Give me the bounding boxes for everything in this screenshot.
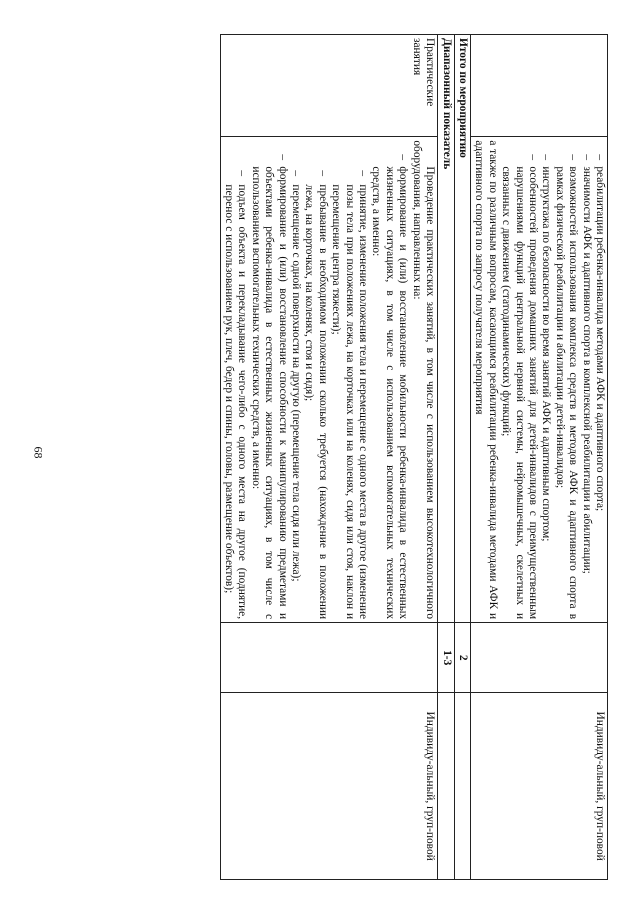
total-value: 2 — [454, 623, 470, 693]
cell-hours-empty — [220, 623, 438, 693]
cell-activity-practice: Практические занятия — [220, 35, 438, 137]
cell-empty — [454, 693, 470, 880]
cell-content-practice — [220, 137, 438, 623]
page-number: 68 — [31, 446, 46, 459]
table-row-consultation — [470, 35, 607, 880]
list-item: – перемещение с одной поверхности на другую (перемещение тела сидя или лежа); — [290, 170, 303, 582]
table-row-total — [454, 35, 470, 880]
cell-empty — [438, 693, 454, 880]
list-item: – формирование и (или) восстановление способности к манипулированию предметами и объектами ребенка-инвалида в естественных жизненных ситуациях, в том числе с использованием вспомогательных технических средств, а именно: — [249, 154, 289, 620]
total-label: Итого по мероприятию — [454, 35, 470, 623]
list-item: – инструктажа по безопасности во время занятий АФК и адаптивным спортом; — [540, 154, 553, 542]
list-item: – возможностей использования комплекса средств и методов АФК и адаптивного спорта в рамках физической реабилитации и абилитации детей-инвалидов; — [553, 154, 580, 620]
consultation-tail: а также по различным вопросам, касающимся реабилитации ребенка-инвалида методами АФК и адаптивного спорта по запросу получателя мероприятия — [473, 140, 499, 620]
list-item: – реабилитации ребенка-инвалида методами АФК и адаптивного спорта; — [594, 154, 606, 512]
table-row-practice — [220, 35, 438, 880]
program-table — [220, 34, 608, 880]
cell-form-individual-group: Индивиду-альный, груп-повой — [470, 693, 607, 880]
list-item: – принятие, изменение положения тела и перемещение с одного места в другое (изменение позы тела при положениях лежа, на корточках или на коленях, сидя или стоя, наклон и перемещение центра тяжести); — [330, 170, 370, 620]
list-item: – формирование и (или) восстановление мобильности ребенка-инвалида в естественных жизненных ситуациях, в том числе с использованием вспомогательных технических средств, а именно: — [370, 154, 410, 620]
range-value: 1-3 — [438, 623, 454, 693]
list-item: – подъем объекта и перекладывание чего-либо с одного места на другое (поднятие, перенос с использованием рук, плеч, бедер и спины, головы, размещение объектов); — [223, 170, 249, 620]
cell-hours-empty — [470, 623, 607, 693]
cell-activity-empty — [470, 35, 607, 137]
table-row-range — [438, 35, 454, 880]
list-item: – особенностей проведения домашних занятий для детей-инвалидов с преимущественным нарушениями функций центральной нервной системы, нейромышечных, скелетных и связанных с движением (статодинамических) функций; — [500, 154, 539, 620]
list-item: – значимости АФК и адаптивного спорта в комплексной реабилитации и абилитации; — [580, 154, 593, 574]
cell-content-consultation — [470, 137, 607, 623]
practice-intro: Проведение практических занятий, в том числе с использованием высокотехнологичного оборудования, направленных на: — [410, 140, 437, 620]
range-label: Диапазонный показатель — [438, 35, 454, 623]
list-item: – пребывание в необходимом положении сколько требуется (нахождение в положении лежа, на корточках, на коленях, стоя и сидя); — [303, 170, 329, 620]
cell-form-individual-group: Индивиду-альный, груп-повой — [220, 693, 438, 880]
rotated-table-content — [68, 34, 608, 880]
rotated-table-frame — [68, 34, 608, 880]
